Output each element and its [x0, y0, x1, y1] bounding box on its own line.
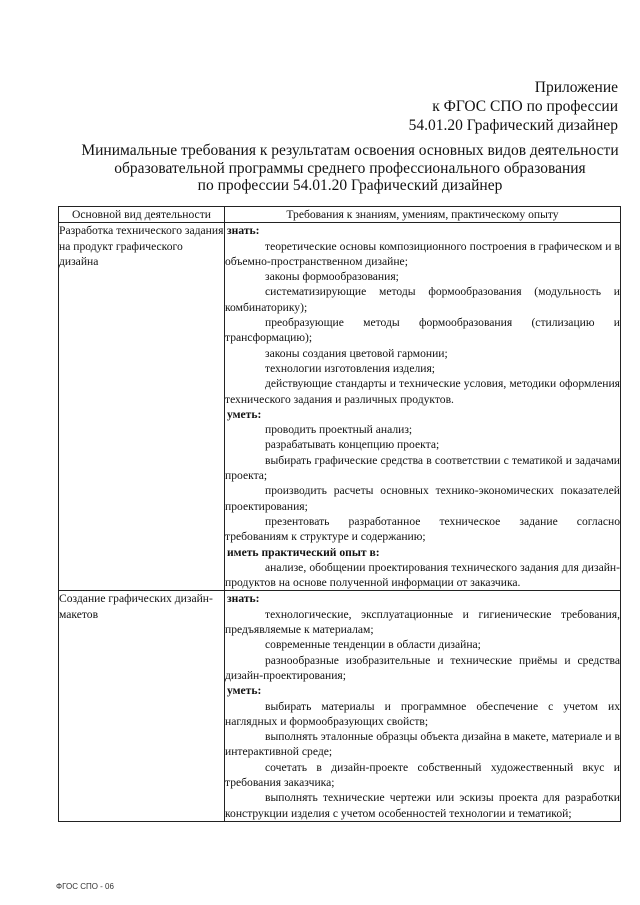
- requirement-item: выполнять технические чертежи или эскизы проекта для разработки конструкции изделия с учетом особенностей технологии и тематикой;: [225, 791, 620, 820]
- requirements-cell: [225, 591, 621, 821]
- requirement-item: законы формообразования;: [265, 270, 399, 284]
- requirement-item: проводить проектный анализ;: [265, 423, 413, 437]
- requirement-item: действующие стандарты и технические условия, методики оформления технического задания и различных продуктов.: [225, 377, 620, 406]
- requirement-item: систематизирующие методы формообразования (модульность и комбинаторику);: [225, 285, 620, 314]
- requirement-item: сочетать в дизайн-проекте собственный художественный вкус и требования заказчика;: [225, 760, 620, 789]
- footer-code: ФГОС СПО - 06: [56, 882, 114, 891]
- requirements-cell: [225, 223, 621, 591]
- requirement-item: современные тенденции в области дизайна;: [265, 638, 481, 652]
- appendix-line: к ФГОС СПО по профессии: [432, 98, 618, 115]
- requirement-item: производить расчеты основных технико-экономических показателей проектирования;: [225, 484, 620, 513]
- requirement-item: разрабатывать концепцию проекта;: [265, 438, 440, 452]
- can-label: уметь:: [227, 407, 262, 421]
- requirement-item: законы создания цветовой гармонии;: [265, 346, 448, 360]
- title-line: Минимальные требования к результатам освоения основных видов деятельности: [81, 142, 619, 159]
- experience-label: иметь практический опыт в:: [227, 545, 380, 559]
- can-label: уметь:: [227, 684, 262, 698]
- requirement-item: презентовать разработанное техническое задание согласно требованиям к структуре и содержанию;: [225, 514, 620, 544]
- table-header-row: [59, 207, 621, 223]
- appendix-line: 54.01.20 Графический дизайнер: [408, 117, 618, 134]
- know-label: знать:: [227, 592, 260, 606]
- requirement-item: теоретические основы композиционного построения в графическом и в объемно-пространственном дизайне;: [225, 239, 620, 268]
- activity-cell: Разработка технического задания на продукт графического дизайна: [59, 223, 225, 591]
- requirement-item: выбирать графические средства в соответствии с тематикой и задачами проекта;: [225, 453, 620, 483]
- header-requirements: Требования к знаниям, умениям, практическому опыту: [225, 207, 621, 223]
- requirement-item: преобразующие методы формообразования (стилизацию и трансформацию);: [225, 316, 620, 345]
- title-line: образовательной программы среднего профессионального образования: [114, 159, 586, 177]
- appendix-note: [409, 78, 618, 135]
- activity-cell: Создание графических дизайн-макетов: [59, 591, 225, 821]
- table-row: [59, 591, 621, 821]
- requirement-item: выбирать материалы и программное обеспечение с учетом их наглядных и формообразующих свойств;: [225, 699, 620, 728]
- title-line: по профессии 54.01.20 Графический дизайнер: [197, 177, 503, 194]
- table-row: [59, 223, 621, 591]
- requirement-item: технологии изготовления изделия;: [265, 361, 436, 375]
- know-label: знать:: [227, 224, 260, 238]
- header-activity: Основной вид деятельности: [59, 207, 225, 223]
- requirement-item: разнообразные изобразительные и технические приёмы и средства дизайн-проектирования;: [225, 653, 620, 682]
- requirement-item: технологические, эксплуатационные и гигиенические требования, предъявляемые к материалам;: [225, 607, 620, 637]
- requirements-table: [58, 206, 621, 822]
- requirement-item: выполнять эталонные образцы объекта дизайна в макете, материале и в интерактивной среде;: [225, 730, 620, 759]
- appendix-line: Приложение: [534, 79, 618, 96]
- requirement-item: анализе, обобщении проектирования технического задания для дизайн-продуктов на основе полученной информации от заказчика.: [225, 560, 620, 590]
- document-title: [80, 142, 620, 195]
